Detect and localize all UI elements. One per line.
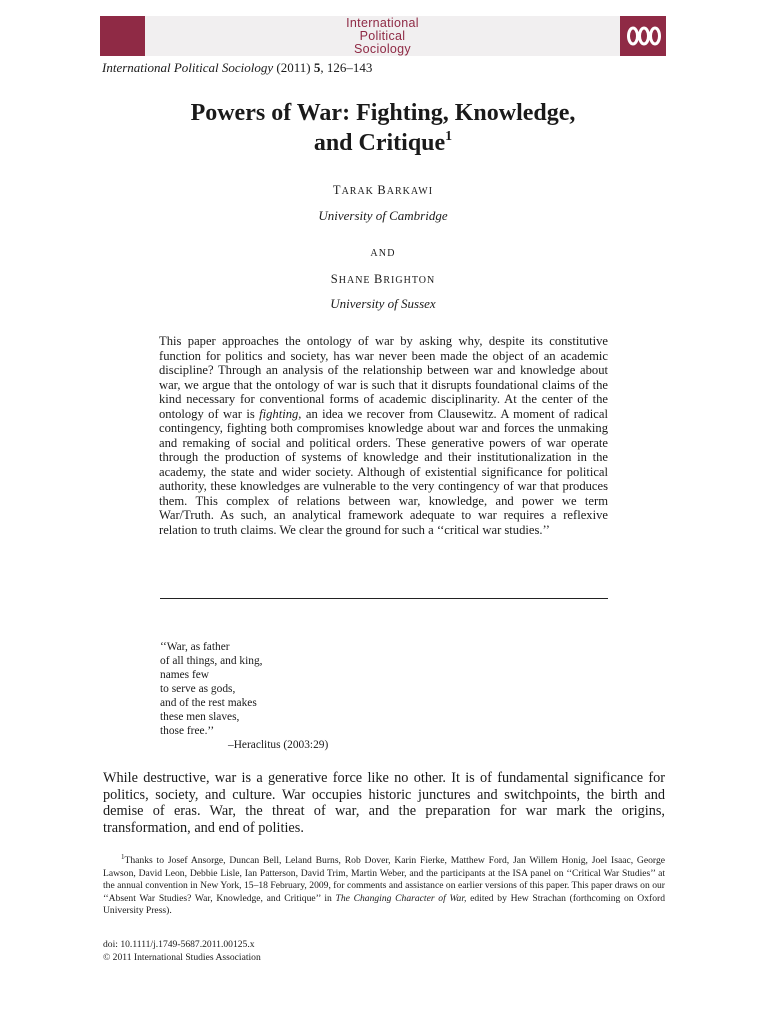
epigraph-line: these men slaves, [160, 711, 240, 723]
article-title [100, 98, 666, 158]
footnote-mark: 1 [121, 853, 125, 861]
citation-line [102, 60, 372, 76]
author-name [100, 272, 666, 287]
journal-name-line: International [346, 16, 419, 30]
journal-name-line: Political [359, 29, 406, 43]
author-affiliation: University of Sussex [330, 296, 436, 311]
title-line-2 [100, 128, 666, 158]
title-line: Powers of War: Fighting, Knowledge, [190, 100, 576, 126]
author-initial: T [332, 183, 342, 197]
epigraph-line: names few [160, 669, 210, 681]
author-affiliation: University of Cambridge [318, 208, 448, 223]
epigraph-line: those free.’’ [160, 725, 215, 737]
footnote-text: Thanks to Josef Ansorge, Duncan Bell, Leland Burns, Rob Dover, Karin Fierke, Matthew Ford, Jan Willem Honig, Joel Isaac, George Lawson, David Leon, Debbie Lisle, Ian Patterson, David Trim, Martin Weber, and the participants at the ISA panel on ‘‘Critical War Studies’’ at the annual convention in New York, 15–18 February, 2009, for comments and assistance on earlier versions of this paper. This paper draws on our ‘‘Absent War Studies? War, Knowledge, and Critique’’ in [103, 855, 665, 904]
title-footnote-mark: 1 [445, 129, 453, 144]
epigraph-line: to serve as gods, [160, 683, 236, 695]
and-separator: AND [370, 248, 396, 259]
body-paragraph: While destructive, war is a generative force like no other. It is of fundamental significance for politics, society, and culture. War occupies historic junctures and switchpoints, the birth and demise of eras. War, the threat of war, and the preparation for war mark the origins, transformation, and end of polities. [103, 770, 665, 836]
author-name [100, 183, 666, 198]
title-line: and Critique [313, 130, 446, 156]
author-name-part: ARKAWI [386, 186, 434, 197]
citation-year: (2011) [276, 60, 311, 75]
citation-journal: International Political Sociology [102, 60, 274, 75]
epigraph-line: of all things, and king, [160, 655, 263, 667]
abstract-emphasis: fighting, [259, 406, 302, 421]
author-initial: B [377, 183, 387, 197]
footnote [103, 851, 665, 918]
abstract-text: an idea we recover from Clausewitz. A moment of radical contingency, fighting both compromises knowledge about war and forces the unmaking and remaking of social and political orders. These generative powers of war operate through the production of systems of knowledge and their institutionalization in the academy, the state and wider society. Although of existential significance for political authority, these knowledges are vulnerable to the very contingency of war that produces them. This complex of relations between war, knowledge, and power we term War/Truth. As such, an analytical framework adequate to war requires a reflexive relation to truth claims. We clear the ground for such a ‘‘critical war studies.’’ [159, 406, 608, 537]
citation-volume: 5 [313, 60, 321, 75]
citation-pages: , 126–143 [320, 60, 373, 75]
epigraph-line: and of the rest makes [160, 697, 257, 709]
author-initial: B [374, 272, 384, 286]
abstract [159, 334, 608, 537]
abstract-text: This paper approaches the ontology of war by asking why, despite its constitutive function for politics and society, has war never been made the object of an academic discipline? Through an analysis of the relationship between war and knowledge about war, we argue that the ontology of war is such that it disrupts foundational claims of the kind necessary for conventional forms of academic disciplinarity. At the center of the ontology of war is [159, 334, 608, 421]
journal-name-line: Sociology [354, 42, 411, 56]
epigraph-line: ‘‘War, as father [160, 641, 230, 653]
epigraph [160, 640, 328, 752]
author-initial: S [330, 272, 339, 286]
epigraph-attribution: –Heraclitus (2003:29) [228, 739, 329, 751]
footnote-text: edited by Hew Strachan (forthcoming on Oxford University Press). [103, 892, 665, 917]
author-name-part: RIGHTON [383, 275, 436, 286]
isa-logo-icon [626, 23, 662, 49]
doi-link[interactable]: doi: 10.1111/j.1749-5687.2011.00125.x [103, 939, 255, 950]
journal-name-block [145, 16, 620, 56]
divider-rule [160, 598, 608, 599]
author-name-part: ARAK [341, 186, 378, 197]
doi-block [103, 939, 261, 964]
copyright-notice: © 2011 International Studies Association [103, 951, 261, 963]
author-name-part: HANE [338, 275, 375, 286]
footnote-book-title: The Changing Character of War, [335, 892, 467, 904]
